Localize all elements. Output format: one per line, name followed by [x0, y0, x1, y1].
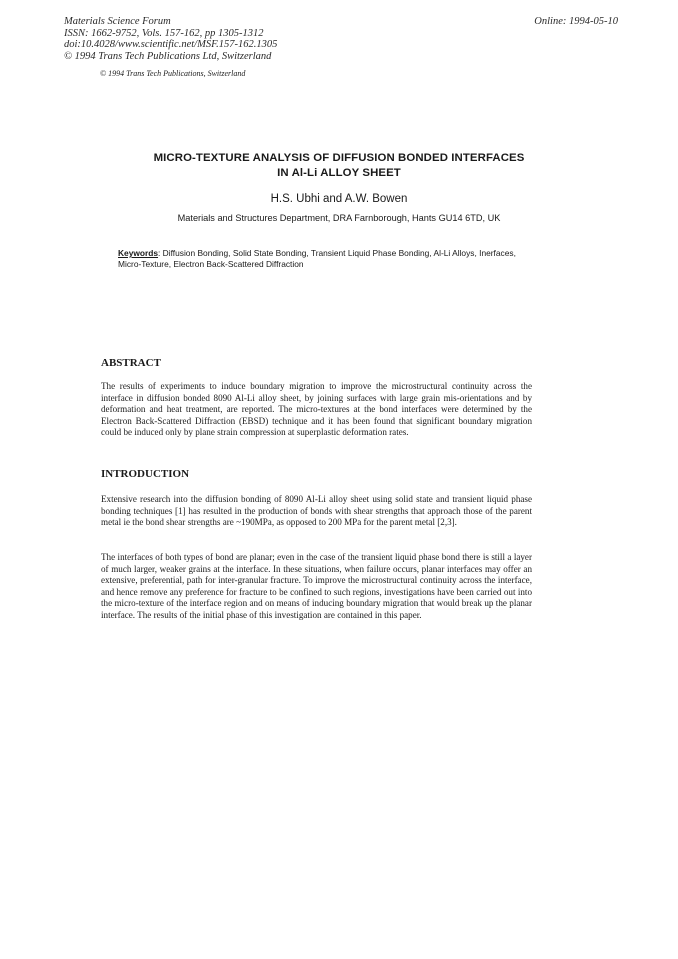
inner-copyright: © 1994 Trans Tech Publications, Switzerland — [100, 69, 246, 78]
copyright-line: © 1994 Trans Tech Publications Ltd, Switzerland — [64, 50, 272, 62]
keywords — [118, 248, 538, 270]
title-line-1: MICRO-TEXTURE ANALYSIS OF DIFFUSION BONDED INTERFACES — [153, 152, 525, 164]
introduction-heading: INTRODUCTION — [101, 468, 190, 480]
keywords-text: : Diffusion Bonding, Solid State Bonding, Transient Liquid Phase Bonding, Al-Li Alloys, Inerfaces, Micro-Texture, Electron Back-Scattered Diffraction — [118, 248, 516, 269]
title-line-2: IN Al-Li ALLOY SHEET — [277, 167, 401, 179]
journal-header — [64, 16, 277, 62]
introduction-paragraph-1: Extensive research into the diffusion bonding of 8090 Al-Li alloy sheet using solid state and transient liquid phase bonding techniques [1] has resulted in the production of bonds with shear strengths that approach those of the parent metal ie the bond shear strengths are ~190MPa, as opposed to 200 MPa for the parent metal [2,3]. — [101, 494, 532, 528]
abstract-text: The results of experiments to induce boundary migration to improve the microstructural continuity across the interface in diffusion bonded 8090 Al-Li alloy sheet, by joining surfaces with large grain mis-orientations and by deformation and heat treatment, are reported. The micro-textures at the bond interfaces were determined by the Electron Back-Scattered Diffraction (EBSD) technique and it has been found that significant boundary migration could be induced only by plane strain compression at superplastic deformation rates. — [101, 381, 532, 438]
issn-line: ISSN: 1662-9752, Vols. 157-162, pp 1305-1312 — [64, 27, 264, 39]
introduction-paragraph-2: The interfaces of both types of bond are planar; even in the case of the transient liquid phase bond there is still a layer of much larger, weaker grains at the interface. In these situations, when failure occurs, planar interfaces may offer an extensive, preferential, path for inter-granular fracture. To improve the microstructural continuity across the interface, and hence remove any preference for fracture to be confined to such regions, investigations have been carried out into the micro-texture of the interface region and on means of inducing boundary migration that would break up the planar interface. The results of the initial phase of this investigation are contained in this paper. — [101, 552, 532, 620]
keywords-label: Keywords — [118, 248, 159, 258]
authors: H.S. Ubhi and A.W. Bowen — [270, 193, 408, 205]
doi-line: doi:10.4028/www.scientific.net/MSF.157-162.1305 — [64, 39, 278, 50]
paper-title — [0, 151, 678, 181]
journal-name: Materials Science Forum — [64, 16, 171, 27]
online-date: Online: 1994-05-10 — [534, 16, 618, 27]
abstract-heading: ABSTRACT — [101, 357, 161, 369]
affiliation: Materials and Structures Department, DRA Farnborough, Hants GU14 6TD, UK — [177, 213, 501, 223]
